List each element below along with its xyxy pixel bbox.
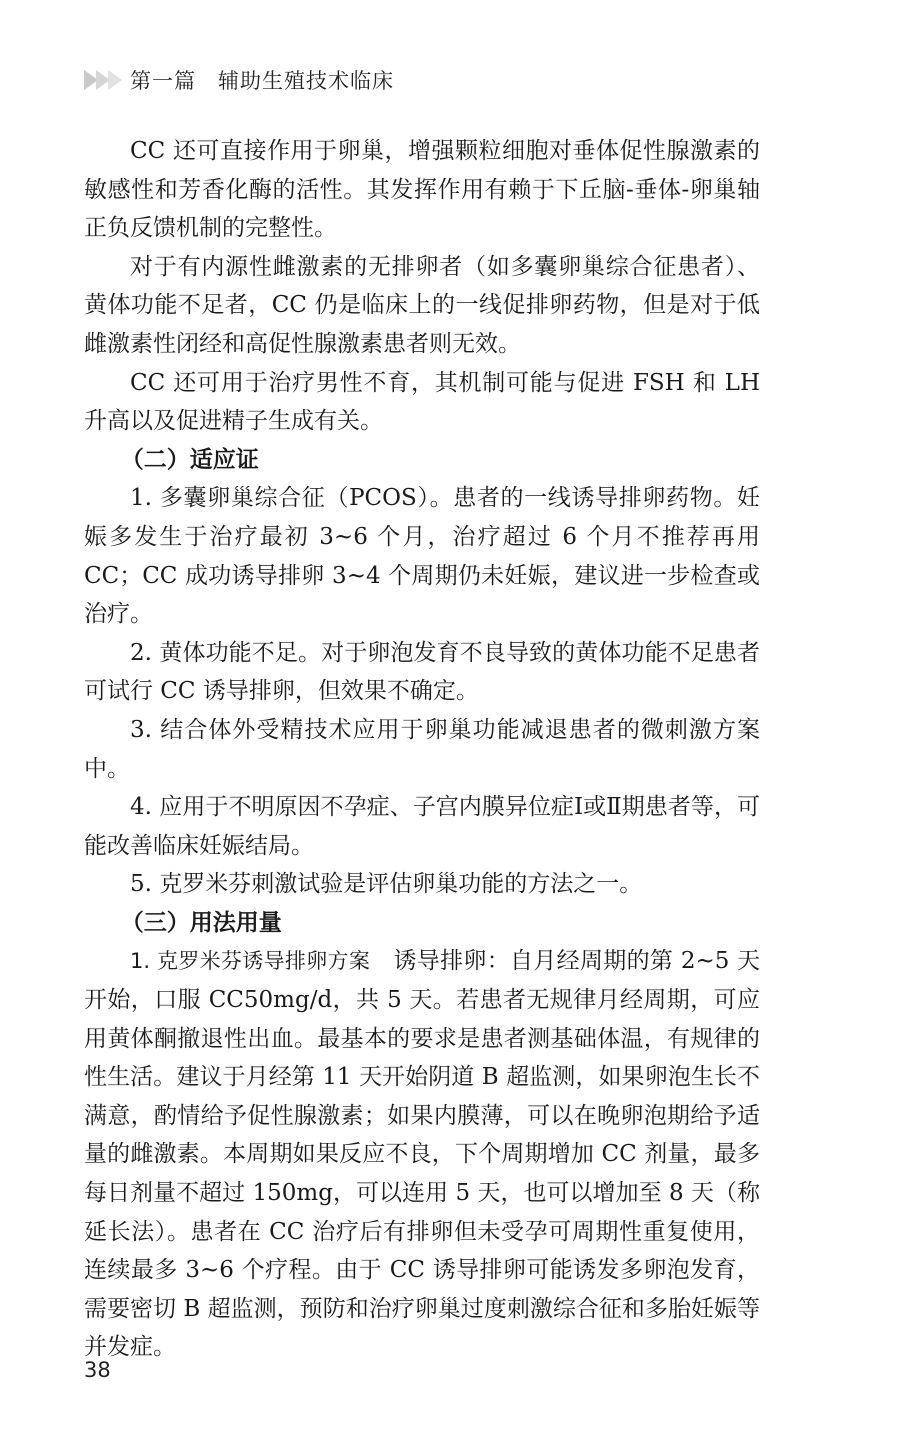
running-header bbox=[84, 62, 394, 98]
indication-item-5: 5. 克罗米芬刺激试验是评估卵巢功能的方法之一。 bbox=[130, 871, 643, 898]
indication-item-2: 2. 黄体功能不足。对于卵泡发育不良导致的黄体功能不足患者可试行 CC 诱导排卵，但效果不确定。 bbox=[84, 639, 760, 705]
indication-item-3: 3. 结合体外受精技术应用于卵巢功能减退患者的微刺激方案中。 bbox=[84, 716, 760, 782]
dosage-subtitle: 1. 克罗米芬诱导排卵方案 bbox=[130, 949, 371, 974]
header-title: 辅助生殖技术临床 bbox=[218, 69, 394, 93]
section-heading-dosage: （三）用法用量 bbox=[120, 909, 282, 936]
indication-item-1: 1. 多囊卵巢综合征（PCOS）。患者的一线诱导排卵药物。妊娠多发生于治疗最初 3~6 个月，治疗超过 6 个月不推荐再用 CC；CC 成功诱导排卵 3~4 个周期仍未妊娠，建议进一步检查或治疗。 bbox=[84, 485, 760, 628]
dosage-paragraph bbox=[84, 942, 760, 1367]
indication-item-4: 4. 应用于不明原因不孕症、子宫内膜异位症Ⅰ或Ⅱ期患者等，可能改善临床妊娠结局。 bbox=[84, 794, 760, 859]
paragraph-1: CC 还可直接作用于卵巢，增强颗粒细胞对垂体促性腺激素的敏感性和芳香化酶的活性。其发挥作用有赖于下丘脑-垂体-卵巢轴正负反馈机制的完整性。 bbox=[84, 138, 760, 242]
header-part: 第一篇 bbox=[130, 69, 196, 93]
dosage-body: 诱导排卵：自月经周期的第 2~5 天开始，口服 CC50mg/d，共 5 天。若患者无规律月经周期，可应用黄体酮撤退性出血。最基本的要求是患者测基础体温，有规律的性生活。建议于月经第 11 天开始阴道 B 超监测，如果卵泡生长不满意，酌情给予促性腺激素；如果内膜薄，可以在晚卵泡期给予适量的雌激素。本周期如果反应不良，下个周期增加 CC 剂量，最多每日剂量不超过 150mg，可以连用 5 天，也可以增加至 8 天（称延长法）。患者在 CC 治疗后有排卵但未受孕可周期性重复使用，连续最多 3~6 个疗程。由于 CC 诱导排卵可能诱发多卵泡发育，需要密切 B 超监测，预防和治疗卵巢过度刺激综合征和多胎妊娠等并发症。 bbox=[84, 948, 760, 1361]
paragraph-3: CC 还可用于治疗男性不育，其机制可能与促进 FSH 和 LH 升高以及促进精子生成有关。 bbox=[84, 369, 760, 435]
page-number: 38 bbox=[84, 1358, 111, 1382]
chevron-decoration-icon bbox=[84, 70, 120, 90]
section-heading-indications: （二）适应证 bbox=[120, 446, 259, 473]
paragraph-2: 对于有内源性雌激素的无排卵者（如多囊卵巢综合征患者）、黄体功能不足者，CC 仍是临床上的一线促排卵药物，但是对于低雌激素性闭经和高促性腺激素患者则无效。 bbox=[84, 253, 760, 357]
header-text bbox=[130, 65, 394, 95]
page-body bbox=[84, 132, 760, 1367]
